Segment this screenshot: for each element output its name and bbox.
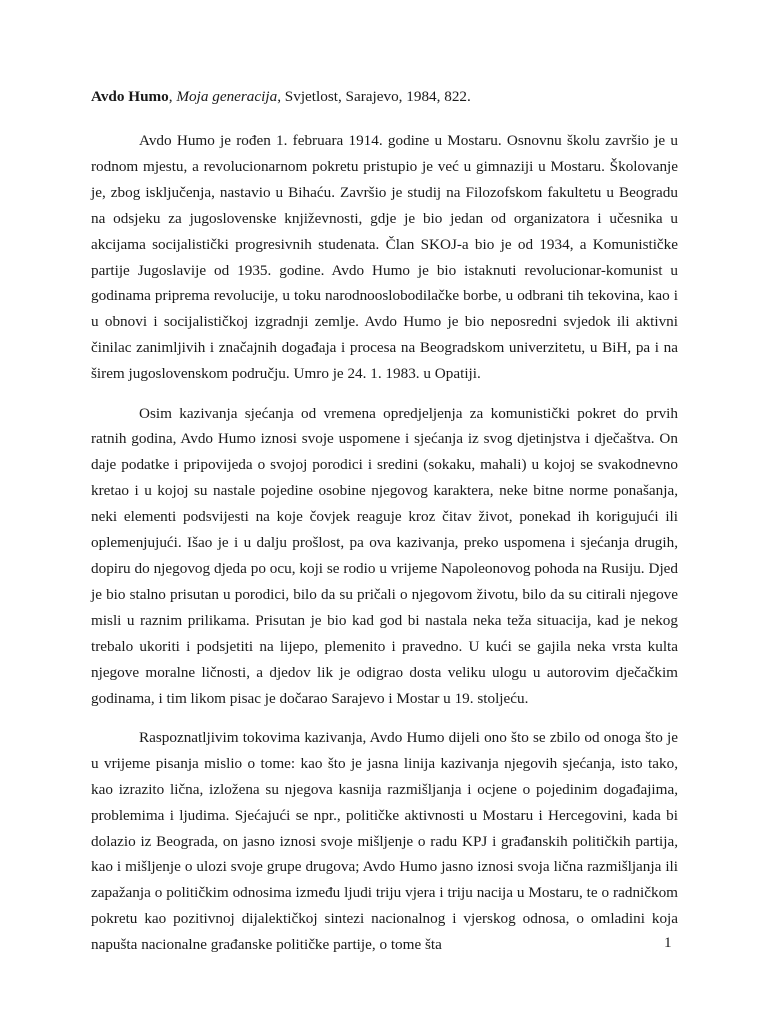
citation-book-title: Moja generacija [176,88,278,105]
citation-author: Avdo Humo [91,88,169,105]
paragraph-narrative-reflections: Raspoznatljivim tokovima kazivanja, Avdo Humo dijeli ono što se zbilo od onoga što je u vrijeme pisanja mislio o tome: kao što je jasna linija kazivanja njegovih sjećanja, isto tako, kao izrazito lična, izložena su njegova kasnija razmišljanja i ocjene o pojedinim događajima, problemima i ljudima. Sjećajući se npr., političke aktivnosti u Mostaru i Hercegovini, kada bi dolazio iz Beograda, on jasno iznosi svoje mišljenje o radu KPJ i građanskih političkih partija, kao i mišljenje o ulozi svoje grupe drugova; Avdo Humo jasno iznosi svoja lična razmišljanja ili zapažanja o političkim odnosima između ljudi triju vjera i triju nacija u Mostaru, te o radničkom pokretu kao pozitivnoj dijalektičkoj sintezi nacionalnog i vjerskog odnosa, o omladini koja napušta nacionalne građanske političke partije, o tome šta [91,728,678,954]
citation-separator: , [168,88,177,105]
paragraph-childhood-memories: Osim kazivanja sjećanja od vremena opredjeljenja za komunistički pokret do prvih ratnih godina, Avdo Humo iznosi svoje uspomene i sjećanja iz svog djetinjstva i dječaštva. On daje podatke i pripovijeda o svojoj porodici i sredini (sokaku, mahali) u kojoj se svakodnevno kretao i u kojoj su nastale pojedine osobine njegovog karaktera, neke bitne norme ponašanja, neki elementi podsvijesti na koje čovjek reaguje kroz čitav život, ponekad ih korigujući ili oplemenjujući. Išao je i u dalju prošlost, pa ova kazivanja, preko uspomena i sjećanja drugih, dopiru do njegovog djeda po ocu, koji se rodio u vrijeme Napoleonovog pohoda na Rusiju. Djed je bio stalno prisutan u porodici, bilo da su pričali o njegovom životu, bilo da su citirali njegove misli u raznim prilikama. Prisutan je bio kad god bi nastala neka teža situacija, kad je nekog trebalo ukoriti i podsjetiti na lijepo, plemenito i pravedno. U kući se gajila neka vrsta kulta njegove moralne ličnosti, a djedov lik je odigrao dosta veliku ulogu u autorovim dječačkim godinama, i tim likom pisac je dočarao Sarajevo i Mostar u 19. stoljeću. [91,404,678,707]
page-body [91,84,678,972]
book-citation [91,84,678,109]
citation-publication: , Svjetlost, Sarajevo, 1984, 822. [277,88,471,105]
page-number: 1 [664,934,672,951]
paragraph-biography: Avdo Humo je rođen 1. februara 1914. godine u Mostaru. Osnovnu školu završio je u rodnom mjestu, a revolucionarnom pokretu pristupio je već u gimnaziji u Mostaru. Školovanje je, zbog isključenja, nastavio u Bihaću. Završio je studij na Filozofskom fakultetu u Beogradu na odsjeku za jugoslovenske književnosti, gdje je bio jedan od organizatora i učesnika u akcijama socijalistički progresivnih studenata. Član SKOJ-a bio je od 1934, a Komunističke partije Jugoslavije od 1935. godine. Avdo Humo je bio istaknuti revolucionar-komunist u godinama priprema revolucije, u toku narodnooslobodilačke borbe, u odbrani tih tekovina, kao i u obnovi i socijalističkoj izgradnji zemlje. Avdo Humo je bio neposredni svjedok ili aktivni činilac zanimljivih i značajnih događaja i procesa na Beogradskom univerzitetu, u BiH, pa i na širem jugoslovenskom području. Umro je 24. 1. 1983. u Opatiji. [91,132,678,383]
